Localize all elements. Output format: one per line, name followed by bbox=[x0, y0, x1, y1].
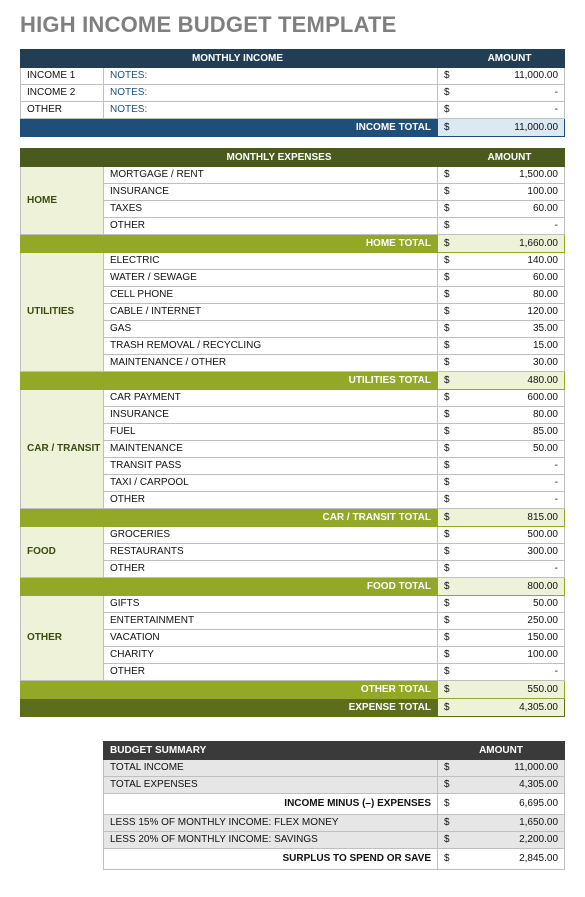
dollar-sign: $ bbox=[438, 441, 455, 458]
expense-item-label[interactable]: TRANSIT PASS bbox=[104, 458, 438, 475]
expense-item-label[interactable]: GIFTS bbox=[104, 596, 438, 613]
expense-item-label[interactable]: TRASH REMOVAL / RECYCLING bbox=[104, 338, 438, 355]
expenses-header-amount: AMOUNT bbox=[455, 149, 565, 167]
expense-item-amount[interactable]: 50.00 bbox=[455, 596, 565, 613]
expense-item-label[interactable]: ENTERTAINMENT bbox=[104, 613, 438, 630]
expense-item-amount[interactable]: - bbox=[455, 561, 565, 578]
expense-item-amount[interactable]: 1,500.00 bbox=[455, 167, 565, 184]
dollar-sign: $ bbox=[438, 630, 455, 647]
expense-subtotal-row bbox=[21, 235, 565, 253]
expense-row bbox=[21, 527, 565, 544]
expense-grand-total-row bbox=[21, 699, 565, 717]
expense-subtotal-label: HOME TOTAL bbox=[21, 235, 438, 253]
expense-item-label[interactable]: TAXES bbox=[104, 201, 438, 218]
expense-subtotal-label: OTHER TOTAL bbox=[21, 681, 438, 699]
dollar-sign: $ bbox=[438, 849, 455, 870]
expense-row bbox=[21, 390, 565, 407]
income-notes[interactable]: NOTES: bbox=[104, 68, 438, 85]
expense-item-label[interactable]: VACATION bbox=[104, 630, 438, 647]
expense-category-label: UTILITIES bbox=[21, 253, 104, 372]
income-label[interactable]: OTHER bbox=[21, 102, 104, 119]
expense-item-amount[interactable]: 600.00 bbox=[455, 390, 565, 407]
expense-item-label[interactable]: OTHER bbox=[104, 561, 438, 578]
income-header-amount: AMOUNT bbox=[455, 50, 565, 68]
income-total-amount: 11,000.00 bbox=[455, 119, 565, 137]
summary-label: TOTAL EXPENSES bbox=[104, 777, 438, 794]
expense-row bbox=[21, 253, 565, 270]
expense-row bbox=[21, 596, 565, 613]
dollar-sign: $ bbox=[438, 815, 455, 832]
dollar-sign: $ bbox=[438, 458, 455, 475]
dollar-sign: $ bbox=[438, 218, 455, 235]
monthly-income-table bbox=[20, 49, 565, 137]
expenses-header-label: MONTHLY EXPENSES bbox=[104, 149, 455, 167]
dollar-sign: $ bbox=[438, 201, 455, 218]
dollar-sign: $ bbox=[438, 647, 455, 664]
expense-item-amount[interactable]: 30.00 bbox=[455, 355, 565, 372]
expense-total-label: EXPENSE TOTAL bbox=[21, 699, 438, 717]
expense-total-amount: 4,305.00 bbox=[455, 699, 565, 717]
dollar-sign: $ bbox=[438, 777, 455, 794]
dollar-sign: $ bbox=[438, 475, 455, 492]
page-title: HIGH INCOME BUDGET TEMPLATE bbox=[20, 12, 397, 37]
expense-item-amount[interactable]: 50.00 bbox=[455, 441, 565, 458]
expense-item-amount[interactable]: 100.00 bbox=[455, 647, 565, 664]
expense-item-amount[interactable]: 60.00 bbox=[455, 270, 565, 287]
expense-item-amount[interactable]: 140.00 bbox=[455, 253, 565, 270]
summary-amount: 2,845.00 bbox=[455, 849, 565, 870]
expense-category-label: HOME bbox=[21, 167, 104, 235]
summary-header-row bbox=[104, 742, 565, 760]
expense-item-amount[interactable]: - bbox=[455, 664, 565, 681]
summary-amount: 4,305.00 bbox=[455, 777, 565, 794]
income-row bbox=[21, 68, 565, 85]
expense-subtotal-amount: 480.00 bbox=[455, 372, 565, 390]
income-amount[interactable]: - bbox=[455, 102, 565, 119]
expense-item-amount[interactable]: 60.00 bbox=[455, 201, 565, 218]
dollar-sign: $ bbox=[438, 102, 455, 119]
dollar-sign: $ bbox=[438, 527, 455, 544]
monthly-expenses-table bbox=[20, 148, 565, 717]
summary-amount: 1,650.00 bbox=[455, 815, 565, 832]
expense-item-label[interactable]: CABLE / INTERNET bbox=[104, 304, 438, 321]
dollar-sign: $ bbox=[438, 760, 455, 777]
dollar-sign: $ bbox=[438, 253, 455, 270]
dollar-sign: $ bbox=[438, 167, 455, 184]
dollar-sign: $ bbox=[438, 235, 455, 253]
dollar-sign: $ bbox=[438, 613, 455, 630]
expense-row bbox=[21, 167, 565, 184]
expense-item-amount[interactable]: 80.00 bbox=[455, 407, 565, 424]
summary-row bbox=[104, 760, 565, 777]
expense-item-label[interactable]: WATER / SEWAGE bbox=[104, 270, 438, 287]
expense-item-label[interactable]: OTHER bbox=[104, 664, 438, 681]
expense-category-label: FOOD bbox=[21, 527, 104, 578]
dollar-sign: $ bbox=[438, 270, 455, 287]
expense-item-amount[interactable]: - bbox=[455, 492, 565, 509]
summary-header-amount: AMOUNT bbox=[438, 742, 565, 760]
dollar-sign: $ bbox=[438, 699, 455, 717]
summary-label: LESS 15% OF MONTHLY INCOME: FLEX MONEY bbox=[104, 815, 438, 832]
expense-item-amount[interactable]: - bbox=[455, 218, 565, 235]
income-amount[interactable]: 11,000.00 bbox=[455, 68, 565, 85]
expense-item-label[interactable]: CHARITY bbox=[104, 647, 438, 664]
expense-subtotal-amount: 815.00 bbox=[455, 509, 565, 527]
dollar-sign: $ bbox=[438, 321, 455, 338]
expense-item-amount[interactable]: - bbox=[455, 458, 565, 475]
expense-subtotal-row bbox=[21, 372, 565, 390]
expense-item-amount[interactable]: 500.00 bbox=[455, 527, 565, 544]
dollar-sign: $ bbox=[438, 578, 455, 596]
expense-item-label[interactable]: OTHER bbox=[104, 492, 438, 509]
expense-subtotal-label: FOOD TOTAL bbox=[21, 578, 438, 596]
expense-subtotal-amount: 1,660.00 bbox=[455, 235, 565, 253]
dollar-sign: $ bbox=[438, 424, 455, 441]
dollar-sign: $ bbox=[438, 596, 455, 613]
income-header-row bbox=[21, 50, 565, 68]
expense-item-label[interactable]: TAXI / CARPOOL bbox=[104, 475, 438, 492]
summary-row bbox=[104, 849, 565, 870]
summary-amount: 6,695.00 bbox=[455, 794, 565, 815]
expenses-header-spacer bbox=[21, 149, 104, 167]
dollar-sign: $ bbox=[438, 119, 455, 137]
dollar-sign: $ bbox=[438, 338, 455, 355]
income-row bbox=[21, 102, 565, 119]
expense-item-label[interactable]: MAINTENANCE / OTHER bbox=[104, 355, 438, 372]
expense-item-label[interactable]: GROCERIES bbox=[104, 527, 438, 544]
expense-item-label[interactable]: MAINTENANCE bbox=[104, 441, 438, 458]
expense-item-amount[interactable]: 85.00 bbox=[455, 424, 565, 441]
expense-subtotal-amount: 800.00 bbox=[455, 578, 565, 596]
expense-item-label[interactable]: INSURANCE bbox=[104, 407, 438, 424]
dollar-sign: $ bbox=[438, 372, 455, 390]
expense-item-amount[interactable]: 100.00 bbox=[455, 184, 565, 201]
summary-label: INCOME MINUS (–) EXPENSES bbox=[104, 794, 438, 815]
dollar-sign: $ bbox=[438, 68, 455, 85]
dollar-sign: $ bbox=[438, 184, 455, 201]
expense-item-amount[interactable]: 150.00 bbox=[455, 630, 565, 647]
summary-amount: 11,000.00 bbox=[455, 760, 565, 777]
expense-subtotal-row bbox=[21, 681, 565, 699]
dollar-sign: $ bbox=[438, 492, 455, 509]
income-notes[interactable]: NOTES: bbox=[104, 85, 438, 102]
income-notes[interactable]: NOTES: bbox=[104, 102, 438, 119]
expense-subtotal-label: CAR / TRANSIT TOTAL bbox=[21, 509, 438, 527]
dollar-sign: $ bbox=[438, 509, 455, 527]
expense-subtotal-row bbox=[21, 509, 565, 527]
expenses-header-row bbox=[21, 149, 565, 167]
dollar-sign: $ bbox=[438, 85, 455, 102]
dollar-sign: $ bbox=[438, 832, 455, 849]
income-amount[interactable]: - bbox=[455, 85, 565, 102]
income-row bbox=[21, 85, 565, 102]
expense-item-label[interactable]: GAS bbox=[104, 321, 438, 338]
income-total-label: INCOME TOTAL bbox=[21, 119, 438, 137]
dollar-sign: $ bbox=[438, 390, 455, 407]
expense-subtotal-label: UTILITIES TOTAL bbox=[21, 372, 438, 390]
expense-item-label[interactable]: INSURANCE bbox=[104, 184, 438, 201]
expense-item-label[interactable]: OTHER bbox=[104, 218, 438, 235]
expense-subtotal-row bbox=[21, 578, 565, 596]
income-total-row bbox=[21, 119, 565, 137]
summary-label: TOTAL INCOME bbox=[104, 760, 438, 777]
budget-summary-table bbox=[103, 741, 565, 870]
dollar-sign: $ bbox=[438, 544, 455, 561]
dollar-sign: $ bbox=[438, 355, 455, 372]
expense-category-label: OTHER bbox=[21, 596, 104, 681]
expense-item-amount[interactable]: 15.00 bbox=[455, 338, 565, 355]
dollar-sign: $ bbox=[438, 664, 455, 681]
income-label[interactable]: INCOME 2 bbox=[21, 85, 104, 102]
dollar-sign: $ bbox=[438, 407, 455, 424]
expense-category-label: CAR / TRANSIT bbox=[21, 390, 104, 509]
expense-item-label[interactable]: RESTAURANTS bbox=[104, 544, 438, 561]
dollar-sign: $ bbox=[438, 794, 455, 815]
dollar-sign: $ bbox=[438, 561, 455, 578]
expense-item-amount[interactable]: 250.00 bbox=[455, 613, 565, 630]
expense-item-amount[interactable]: 300.00 bbox=[455, 544, 565, 561]
summary-row bbox=[104, 815, 565, 832]
summary-label: SURPLUS TO SPEND OR SAVE bbox=[104, 849, 438, 870]
expense-item-label[interactable]: FUEL bbox=[104, 424, 438, 441]
expense-item-label[interactable]: CELL PHONE bbox=[104, 287, 438, 304]
summary-row bbox=[104, 777, 565, 794]
expense-subtotal-amount: 550.00 bbox=[455, 681, 565, 699]
expense-item-amount[interactable]: 35.00 bbox=[455, 321, 565, 338]
summary-header-label: BUDGET SUMMARY bbox=[104, 742, 438, 760]
summary-label: LESS 20% OF MONTHLY INCOME: SAVINGS bbox=[104, 832, 438, 849]
expense-item-amount[interactable]: 80.00 bbox=[455, 287, 565, 304]
expense-item-amount[interactable]: 120.00 bbox=[455, 304, 565, 321]
summary-row bbox=[104, 794, 565, 815]
expense-item-label[interactable]: CAR PAYMENT bbox=[104, 390, 438, 407]
dollar-sign: $ bbox=[438, 287, 455, 304]
income-label[interactable]: INCOME 1 bbox=[21, 68, 104, 85]
expense-item-amount[interactable]: - bbox=[455, 475, 565, 492]
dollar-sign: $ bbox=[438, 304, 455, 321]
expense-item-label[interactable]: MORTGAGE / RENT bbox=[104, 167, 438, 184]
income-header-label: MONTHLY INCOME bbox=[21, 50, 455, 68]
dollar-sign: $ bbox=[438, 681, 455, 699]
summary-amount: 2,200.00 bbox=[455, 832, 565, 849]
expense-item-label[interactable]: ELECTRIC bbox=[104, 253, 438, 270]
summary-row bbox=[104, 832, 565, 849]
